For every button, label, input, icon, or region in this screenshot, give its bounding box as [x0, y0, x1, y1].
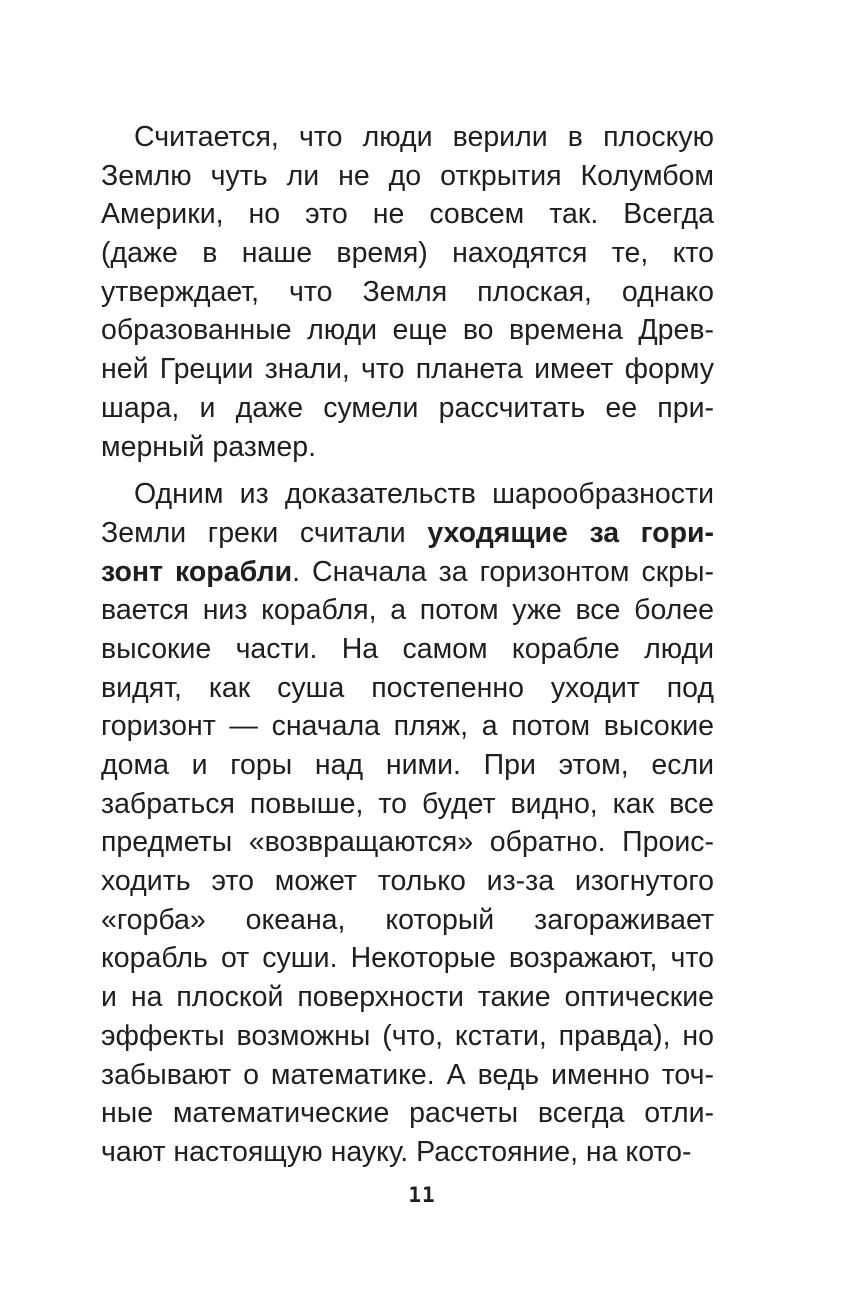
text-segment: образованные люди еще во времена Древ-: [101, 314, 714, 347]
text-segment: ходить это может только из-за изогнутого: [101, 865, 714, 898]
text-segment: высокие части. На самом корабле люди: [101, 632, 714, 665]
text-segment: Америки, но это не совсем так. Всегда: [101, 198, 714, 231]
bold-text-segment: уходящие за гори-: [427, 516, 715, 549]
text-segment: (даже в наше время) находятся те, кто: [101, 237, 714, 270]
text-line: [101, 901, 714, 940]
text-line: [101, 1056, 714, 1095]
text-segment: забраться повыше, то будет видно, как все: [101, 787, 714, 820]
text-segment: предметы «возвращаются» обратно. Проис-: [101, 826, 714, 859]
text-line: [101, 553, 714, 592]
text-line: [101, 823, 714, 862]
text-line: [101, 630, 714, 669]
text-segment: забывают о математике. А ведь именно точ-: [101, 1058, 714, 1091]
text-line: [101, 311, 714, 350]
text-line: [101, 118, 714, 157]
text-line: [101, 350, 714, 389]
text-line: [101, 428, 714, 467]
text-line: [101, 669, 714, 708]
page-number: 11: [408, 1183, 436, 1207]
text-segment: дома и горы над ними. При этом, если: [101, 749, 714, 781]
text-line: [101, 939, 714, 978]
text-segment: Земли греки считали: [101, 516, 428, 549]
text-line: [101, 195, 714, 234]
text-segment: вается низ корабля, а потом уже все более: [101, 594, 714, 627]
text-segment: горизонт — сначала пляж, а потом высокие: [101, 710, 714, 743]
text-line: [101, 475, 714, 514]
text-line: [101, 1094, 714, 1133]
text-segment: Одним из доказательств шарообразности: [134, 478, 714, 511]
text-segment: ней Греции знали, что планета имеет форму: [101, 353, 714, 386]
text-line: [101, 1133, 714, 1172]
text-segment: корабль от суши. Некоторые возражают, что: [101, 942, 714, 975]
text-segment: Считается, что люди верили в плоскую: [134, 121, 714, 153]
text-line: [101, 591, 714, 630]
text-line: [101, 746, 714, 785]
text-segment: эффекты возможны (что, кстати, правда), но: [101, 1019, 714, 1052]
text-line: [101, 389, 714, 428]
bold-text-segment: зонт корабли: [101, 555, 293, 588]
text-segment: мерный размер.: [101, 430, 317, 463]
text-segment: ные математические расчеты всегда отли-: [101, 1097, 714, 1130]
body-text: [101, 118, 714, 1172]
text-line: [101, 785, 714, 824]
text-segment: шара, и даже сумели рассчитать ее при-: [101, 391, 714, 424]
text-line: [101, 273, 714, 312]
text-line: [101, 707, 714, 746]
paragraph-gap: [101, 466, 714, 475]
text-segment: и на плоской поверхности такие оптические: [101, 981, 714, 1014]
paragraph: [101, 118, 714, 466]
text-line: [101, 1017, 714, 1056]
text-line: [101, 234, 714, 273]
text-line: [101, 978, 714, 1017]
text-line: [101, 514, 714, 553]
text-segment: . Сначала за горизонтом скры-: [292, 555, 714, 588]
text-segment: видят, как суша постепенно уходит под: [101, 671, 714, 704]
text-segment: утверждает, что Земля плоская, однако: [101, 275, 714, 308]
paragraph: [101, 475, 714, 1171]
text-segment: «горба» океана, который загораживает: [101, 903, 714, 936]
text-line: [101, 862, 714, 901]
text-segment: чают настоящую науку. Расстояние, на кото-: [101, 1135, 692, 1168]
text-segment: Землю чуть ли не до открытия Колумбом: [101, 159, 714, 192]
text-line: [101, 157, 714, 196]
